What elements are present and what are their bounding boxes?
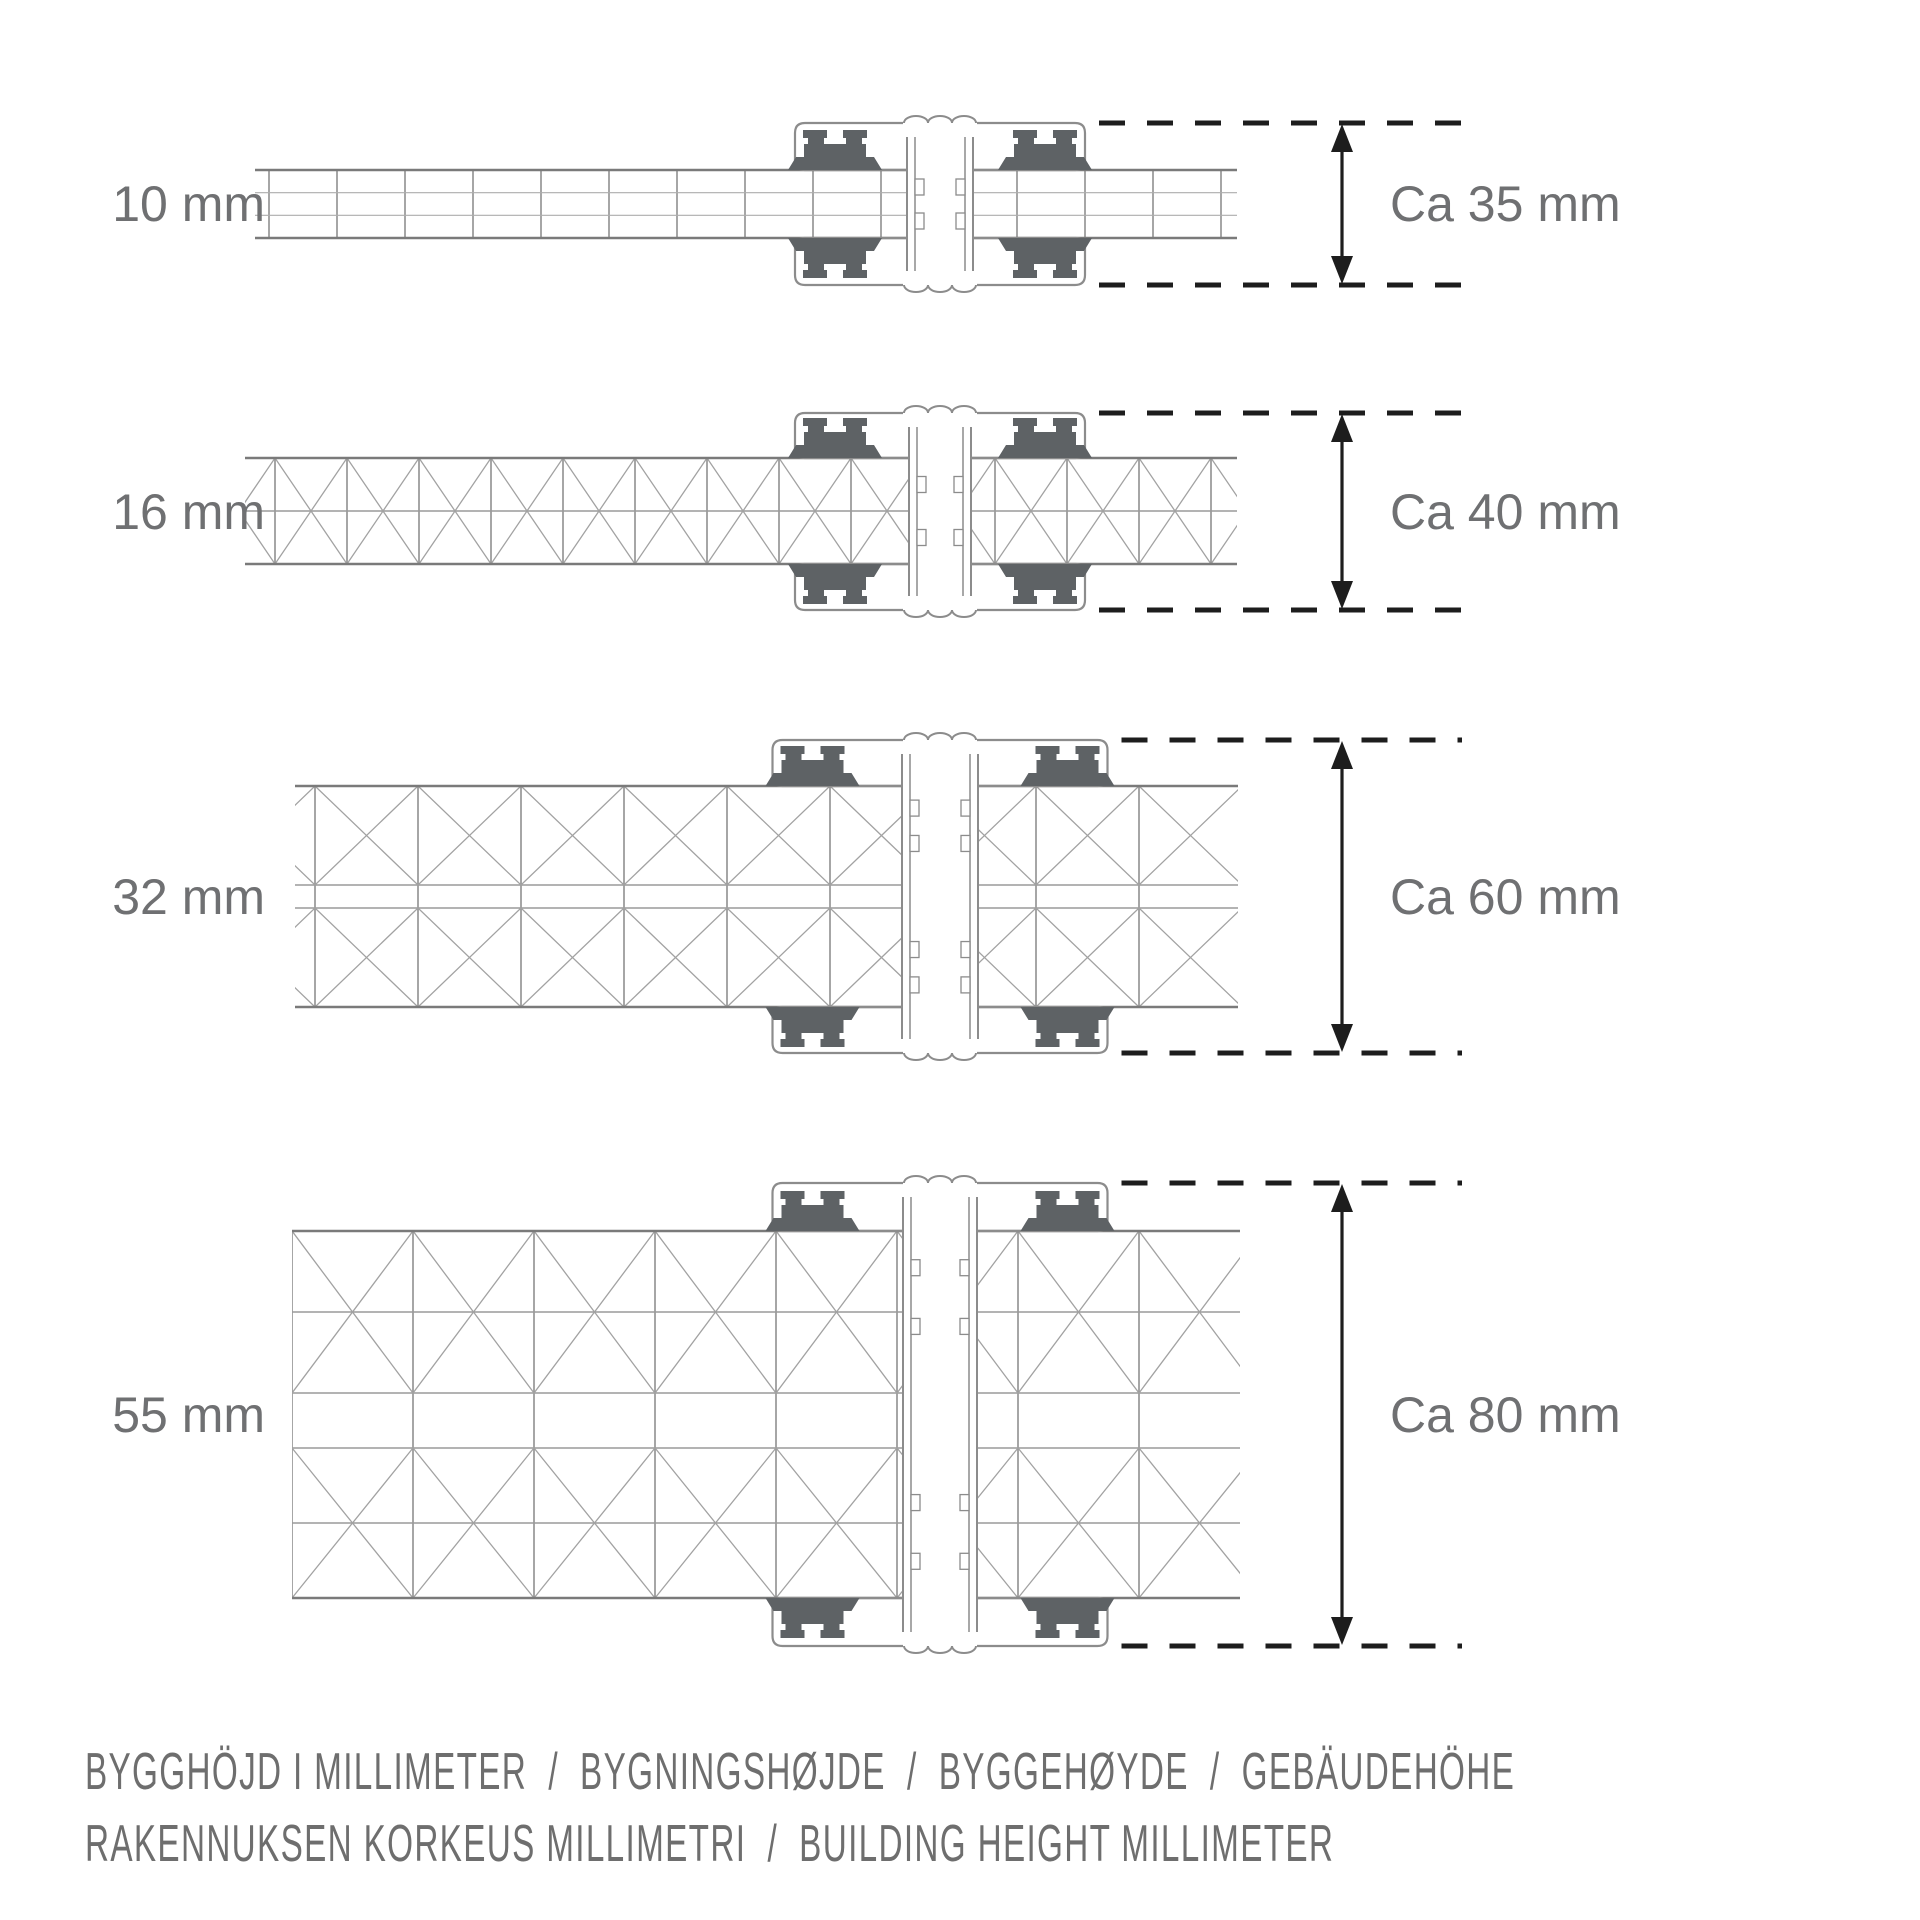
assembly-2 [131,406,1462,617]
gasket [998,418,1092,458]
gasket [766,1191,860,1231]
thickness-label-4: 55 mm [112,1386,265,1443]
height-label-2: Ca 40 mm [1390,483,1621,540]
assembly-3 [109,733,1462,1060]
gasket [788,130,882,170]
thickness-label-1: 10 mm [112,176,265,232]
thickness-label-2: 16 mm [112,483,265,540]
gasket [766,1007,860,1047]
caption-line-2: RAKENNUKSEN KORKEUS MILLIMETRI / BUILDING HEIGHT MILLIMETER [85,1815,1335,1873]
gasket [788,238,882,278]
caption-line-1: BYGGHÖJD I MILLIMETER / BYGNINGSHØJDE / BYGGEHØYDE / GEBÄUDEHÖHE [85,1743,1516,1801]
gasket [998,564,1092,604]
gasket [1021,1007,1115,1047]
gasket [788,418,882,458]
gasket [766,1598,860,1638]
gasket [766,746,860,786]
assembly-1 [133,116,1462,292]
gasket [1021,746,1115,786]
gasket [788,564,882,604]
height-label-1: Ca 35 mm [1390,176,1621,232]
gasket [1021,1191,1115,1231]
thickness-label-3: 32 mm [112,868,265,925]
height-label-3: Ca 60 mm [1390,868,1621,925]
gasket [998,130,1092,170]
height-label-4: Ca 80 mm [1390,1386,1621,1443]
gasket [998,238,1092,278]
gasket [1021,1598,1115,1638]
